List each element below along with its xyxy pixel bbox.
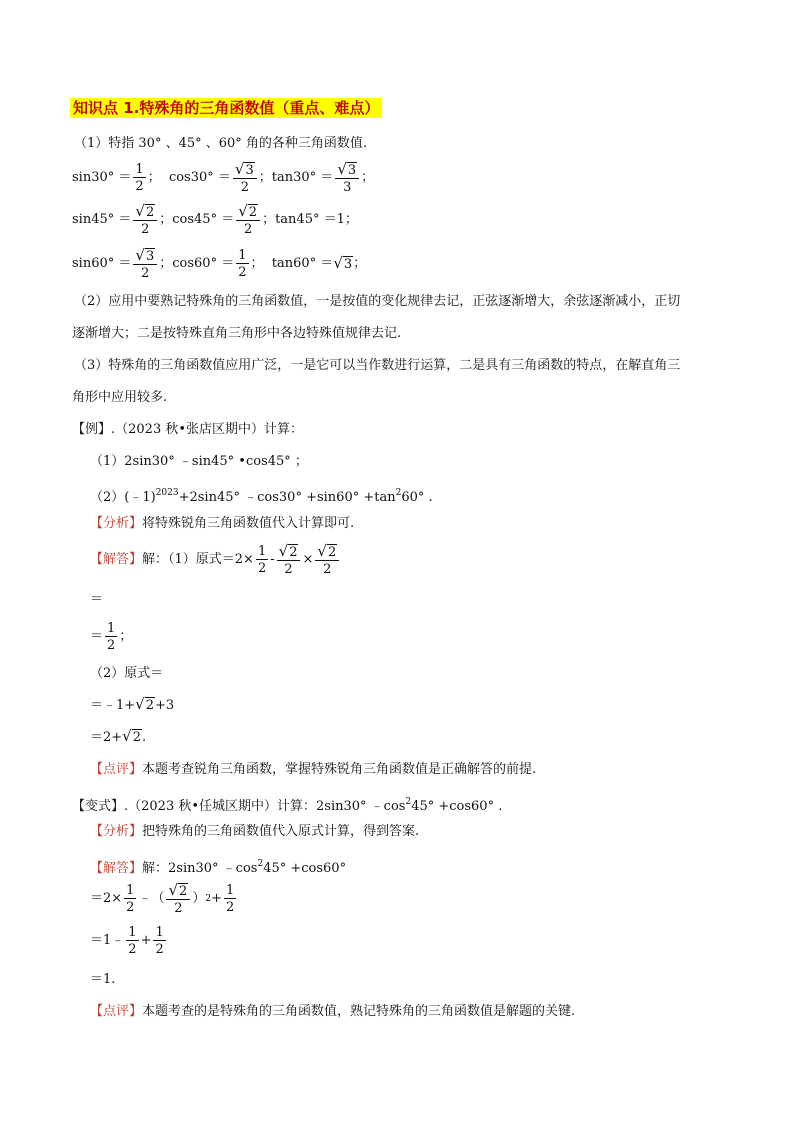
cos60-label: cos60° ＝ — [172, 256, 235, 271]
radicand: 2 — [327, 545, 337, 560]
denominator: 2 — [128, 942, 137, 957]
tan60-label: tan60° ＝ — [271, 256, 334, 271]
sqrt — [317, 544, 337, 559]
line-prefix: ＝1﹣ — [90, 933, 125, 948]
exponent: 2 — [257, 859, 264, 869]
separator: ； — [353, 256, 367, 271]
example-question-2 — [90, 485, 433, 506]
denominator: 2 — [225, 900, 235, 915]
numerator: 1 — [126, 883, 135, 898]
review-text: 本题考查锐角三角函数，掌握特殊锐角三角函数值是正确解答的前提. — [142, 762, 537, 777]
review-tag: 【点评】 — [90, 762, 143, 777]
section-title-wrap — [70, 100, 382, 118]
radical-sign: √ — [135, 695, 145, 713]
sin45-label: sin45° ＝ — [72, 212, 132, 227]
radical-sign: √ — [135, 202, 145, 220]
radical-sign: √ — [234, 160, 245, 178]
denominator: 2 — [135, 179, 144, 194]
numerator: 1 — [225, 883, 235, 898]
radical-sign: √ — [317, 542, 327, 560]
radicand: 2 — [145, 698, 155, 713]
sin30-label: sin30° ＝ — [72, 170, 132, 185]
radicand: 3 — [347, 163, 357, 178]
radicand: 2 — [179, 884, 188, 899]
sqrt — [337, 162, 357, 177]
fraction — [126, 926, 138, 956]
radical-sign: √ — [278, 542, 289, 560]
numerator — [133, 204, 157, 221]
radicand: 3 — [343, 257, 353, 272]
denominator: 2 — [107, 638, 116, 653]
numerator — [315, 544, 339, 561]
numerator — [335, 162, 359, 179]
question-2-end: 60° . — [401, 490, 433, 505]
variant-step-3: ＝1. — [90, 972, 116, 987]
fraction — [133, 204, 157, 236]
variant-answer — [90, 856, 346, 877]
sqrt — [168, 883, 188, 898]
separator: ； — [159, 212, 173, 227]
line-suffix: . — [142, 730, 147, 745]
denominator: 2 — [126, 900, 135, 915]
example-answer-line-2: ＝ — [90, 592, 104, 607]
answer-prefix: 解：2sin30° ﹣cos — [142, 861, 258, 876]
analysis-tag: 【分析】 — [90, 516, 143, 531]
variant-heading-prefix: 【变式】.（2023 秋•任城区期中）计算：2sin30° ﹣cos — [72, 799, 406, 814]
radical-sign: √ — [122, 727, 132, 745]
cos30-label: cos30° ＝ — [168, 170, 231, 185]
example-analysis — [90, 516, 354, 532]
sqrt — [333, 255, 353, 273]
denominator: 2 — [240, 180, 249, 195]
radicand: 2 — [132, 730, 142, 745]
exponent: 2 — [205, 894, 212, 904]
radical-sign: √ — [333, 254, 343, 272]
numerator: 1 — [107, 621, 116, 636]
sqrt — [135, 248, 155, 263]
denominator: 2 — [323, 562, 332, 577]
radicand: 3 — [245, 163, 254, 178]
denominator: 2 — [284, 562, 293, 577]
sqrt — [235, 162, 255, 177]
line-prefix: ＝2× — [90, 891, 123, 906]
radical-sign: √ — [135, 246, 145, 264]
separator: ； — [159, 256, 173, 271]
fraction — [315, 544, 339, 576]
variant-step-2 — [90, 924, 168, 958]
line-prefix: ＝﹣1+ — [90, 698, 136, 713]
numerator — [233, 162, 257, 179]
example-part-2-line-2 — [90, 696, 174, 714]
fraction — [133, 163, 145, 193]
cos45-label: cos45° ＝ — [172, 212, 235, 227]
radicand: 3 — [145, 249, 155, 264]
variant-heading-suffix: 45° +cos60° . — [411, 799, 503, 814]
sqrt — [279, 544, 299, 559]
numerator — [277, 544, 301, 561]
exponent: 2023 — [155, 488, 179, 498]
trig-row-30 — [72, 160, 374, 196]
radicand: 2 — [145, 205, 155, 220]
separator: ； — [119, 629, 133, 644]
plus-sign: + — [211, 891, 222, 906]
trig-row-60 — [72, 246, 366, 282]
close-paren: ） — [192, 891, 206, 906]
denominator: 2 — [257, 561, 267, 576]
trig-row-45 — [72, 202, 358, 238]
example-answer-line-1 — [90, 542, 341, 578]
fraction — [335, 162, 359, 194]
fraction — [105, 622, 117, 652]
fraction — [233, 162, 257, 194]
paragraph-2-line-1: （2）应用中要熟记特殊角的三角函数值，一是按值的变化规律去记，正弦逐渐增大，余弦逐渐减小，正切 — [74, 294, 681, 309]
numerator — [166, 883, 190, 900]
example-part-2-start: （2）原式＝ — [90, 666, 164, 681]
denominator: 3 — [343, 180, 352, 195]
analysis-tag: 【分析】 — [90, 824, 143, 839]
numerator — [133, 248, 157, 265]
variant-analysis — [90, 824, 419, 840]
example-heading: 【例】.（2023 秋•张店区期中）计算： — [72, 422, 304, 437]
sqrt — [238, 204, 258, 219]
minus-paren: ﹣（ — [138, 891, 165, 906]
radicand: 2 — [289, 545, 298, 560]
denominator: 2 — [238, 265, 247, 280]
separator: ； — [258, 170, 272, 185]
separator: ； — [147, 170, 161, 185]
radical-sign: √ — [168, 881, 179, 899]
section-title: 知识点 1.特殊角的三角函数值（重点、难点） — [70, 98, 382, 118]
answer-tag: 【解答】 — [90, 552, 143, 567]
paragraph-2-line-2: 逐渐增大；二是按特殊直角三角形中各边特殊值规律去记. — [72, 326, 402, 341]
fraction — [124, 884, 136, 914]
denominator: 2 — [141, 222, 150, 237]
exponent: 2 — [395, 488, 402, 498]
review-tag: 【点评】 — [90, 1004, 143, 1019]
example-answer-line-3 — [90, 620, 132, 654]
line-suffix: +3 — [155, 698, 175, 713]
fraction — [166, 883, 190, 915]
tan45-label: tan45° ＝1； — [275, 212, 358, 227]
variant-step-1 — [90, 880, 238, 918]
sqrt — [135, 696, 155, 714]
fraction — [236, 249, 248, 279]
radical-sign: √ — [238, 202, 248, 220]
denominator: 2 — [174, 901, 183, 916]
separator: ； — [250, 256, 264, 271]
separator: ； — [262, 212, 276, 227]
answer-suffix: 45° +cos60° — [263, 861, 347, 876]
denominator: 2 — [141, 266, 150, 281]
sqrt — [122, 728, 142, 746]
intro-line: （1）特指 30° 、45° 、60° 角的各种三角函数值. — [74, 136, 368, 151]
fraction — [133, 248, 157, 280]
answer-lead: 解：（1）原式＝2× — [142, 552, 254, 567]
answer-tag: 【解答】 — [90, 861, 143, 876]
numerator: 1 — [257, 544, 267, 559]
numerator: 1 — [135, 162, 144, 177]
times-sign: × — [302, 552, 314, 567]
example-part-2-line-3 — [90, 728, 146, 746]
numerator: 1 — [128, 925, 137, 940]
numerator: 1 — [238, 248, 247, 263]
question-2-prefix: （2）(﹣1) — [90, 490, 156, 505]
sin60-label: sin60° ＝ — [72, 256, 132, 271]
paragraph-3-line-1: （3）特殊角的三角函数值应用广泛，一是它可以当作数进行运算，二是具有三角函数的特点，在解直角三 — [74, 358, 681, 373]
analysis-text: 把特殊角的三角函数值代入原式计算，得到答案. — [142, 824, 420, 839]
denominator: 2 — [244, 222, 253, 237]
fraction — [256, 545, 268, 575]
example-review — [90, 762, 536, 778]
radical-sign: √ — [337, 160, 347, 178]
fraction — [224, 884, 236, 914]
review-text: 本题考查的是特殊角的三角函数值，熟记特殊角的三角函数值是解题的关键. — [142, 1004, 576, 1019]
tan30-label: tan30° ＝ — [271, 170, 334, 185]
equals-sign: ＝ — [90, 629, 104, 644]
separator: ； — [361, 170, 375, 185]
plus-sign: + — [140, 933, 152, 948]
minus-sign: - — [270, 552, 275, 567]
exponent: 2 — [405, 797, 412, 807]
fraction — [153, 926, 165, 956]
analysis-text: 将特殊锐角三角函数值代入计算即可. — [142, 516, 355, 531]
radicand: 2 — [248, 205, 258, 220]
numerator — [236, 204, 260, 221]
numerator: 1 — [155, 925, 164, 940]
line-prefix: ＝2+ — [90, 730, 123, 745]
fraction — [236, 204, 260, 236]
fraction — [277, 544, 301, 576]
example-question-1: （1）2sin30° ﹣sin45° •cos45° ； — [90, 454, 308, 469]
paragraph-3-line-2: 角形中应用较多. — [72, 390, 168, 405]
denominator: 2 — [155, 942, 164, 957]
question-2-middle: +2sin45° ﹣cos30° +sin60° +tan — [178, 490, 396, 505]
sqrt — [135, 204, 155, 219]
variant-heading — [72, 794, 502, 815]
variant-review — [90, 1004, 575, 1020]
